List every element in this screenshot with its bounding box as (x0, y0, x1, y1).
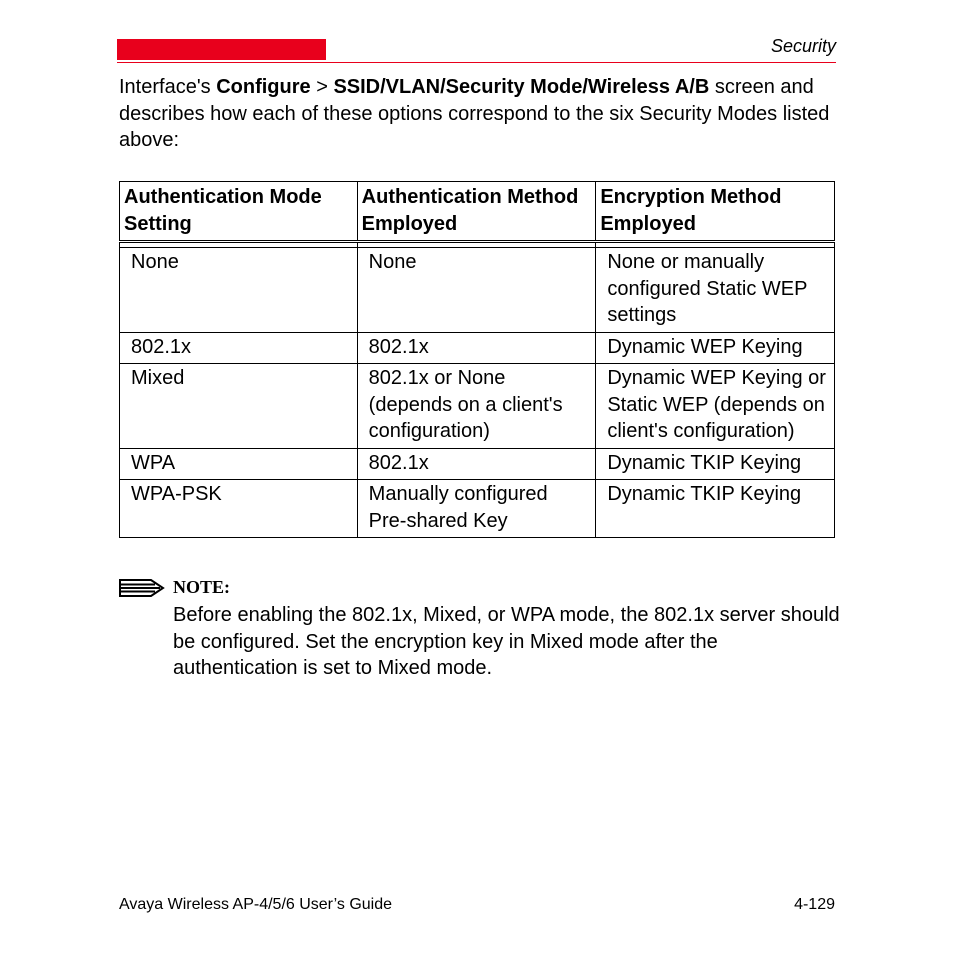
table-cell: None (120, 248, 358, 333)
table-cell: Manually configured Pre-shared Key (357, 480, 596, 538)
note-text: Before enabling the 802.1x, Mixed, or WPA mode, the 802.1x server should be configured. Set the encryption key in Mixed mode after the authentication is set to Mixed mode. (173, 604, 840, 679)
table-cell: Dynamic WEP Keying or Static WEP (depends on client's configuration) (596, 364, 835, 449)
intro-paragraph (119, 74, 839, 154)
intro-text-1: Interface's (119, 76, 217, 98)
footer-guide-title: Avaya Wireless AP-4/5/6 User’s Guide (119, 896, 393, 913)
table-cell: WPA (120, 448, 358, 480)
security-modes-table (119, 181, 835, 538)
table-cell: None (357, 248, 596, 333)
running-head: Security (770, 36, 836, 56)
table-cell: WPA-PSK (120, 480, 358, 538)
table-row (120, 332, 835, 364)
table-cell: 802.1x (357, 332, 596, 364)
table-cell: Dynamic TKIP Keying (596, 480, 835, 538)
intro-text-3: screen and describes how each of these options correspond to the six Security Modes listed above: (119, 76, 830, 151)
table-row (120, 248, 835, 333)
intro-bold-menu-path: SSID/VLAN/Security Mode/Wireless A/B (333, 76, 710, 98)
header-auth-method-employed: Authentication Method Employed (357, 182, 596, 242)
intro-bold-configure: Configure (216, 76, 311, 98)
table-header-row (120, 182, 835, 242)
table-cell: 802.1x or None (depends on a client's configuration) (357, 364, 596, 449)
header-rule (117, 62, 836, 63)
table-cell: None or manually configured Static WEP settings (596, 248, 835, 333)
table-cell: Dynamic TKIP Keying (596, 448, 835, 480)
note-label: NOTE: (173, 577, 231, 597)
table-row (120, 448, 835, 480)
header-red-bar (117, 39, 326, 60)
table-cell: 802.1x (120, 332, 358, 364)
footer-page-number: 4-129 (794, 896, 835, 913)
header-encryption-method-employed: Encryption Method Employed (596, 182, 835, 242)
table-cell: Mixed (120, 364, 358, 449)
table-cell: Dynamic WEP Keying (596, 332, 835, 364)
header-auth-mode-setting: Authentication Mode Setting (120, 182, 358, 242)
table-row (120, 480, 835, 538)
intro-text-2: > (310, 76, 334, 98)
table-row (120, 364, 835, 449)
table-cell: 802.1x (357, 448, 596, 480)
note-arrow-icon (119, 577, 165, 599)
